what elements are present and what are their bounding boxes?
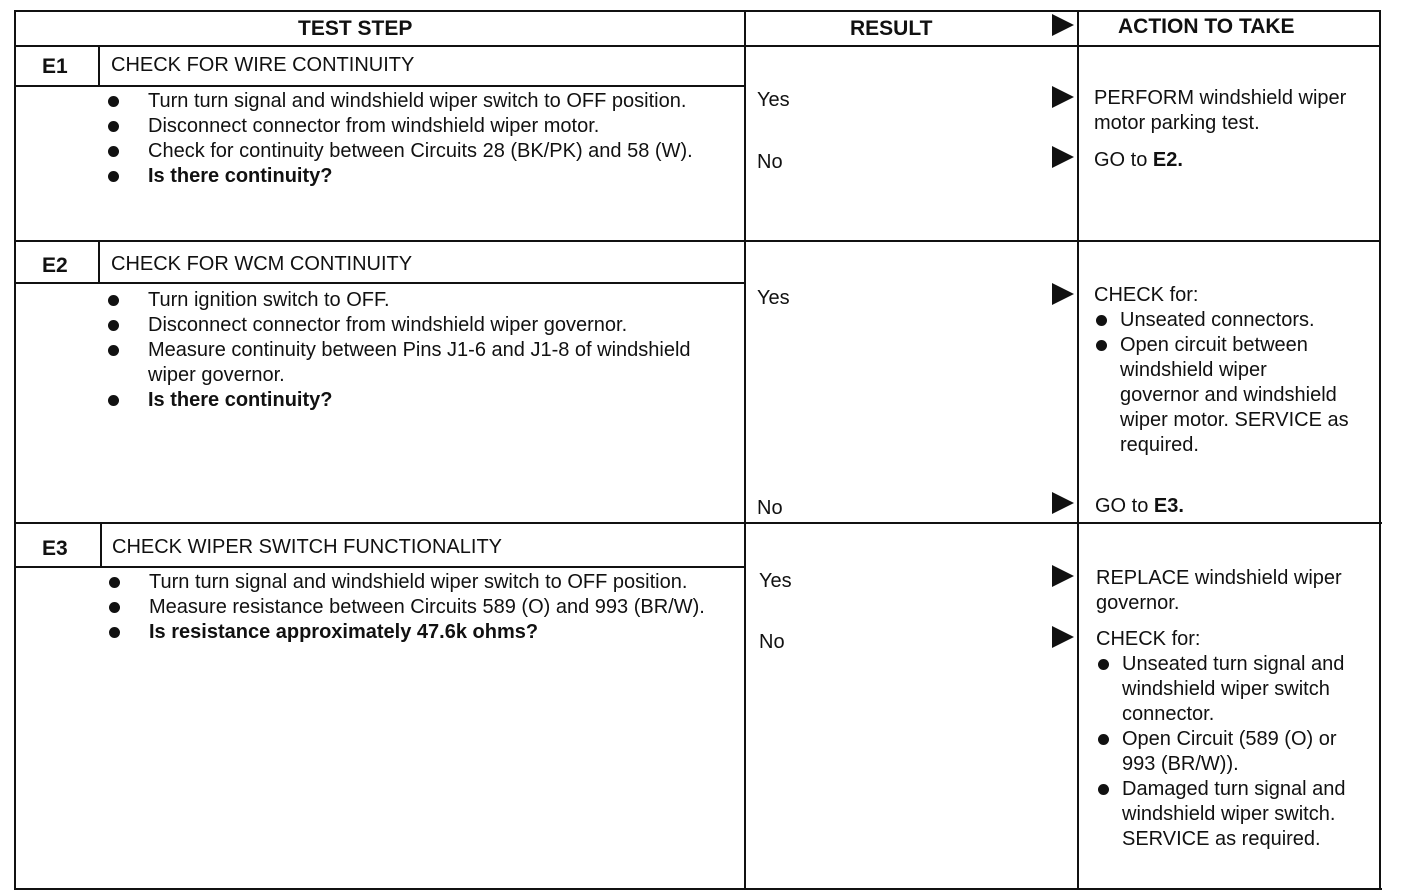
header-action: ACTION TO TAKE	[1118, 15, 1295, 38]
arrow-right-icon	[1052, 565, 1074, 587]
step-id: E3	[42, 537, 68, 560]
divider	[14, 10, 1380, 12]
step-title: CHECK FOR WCM CONTINUITY	[111, 253, 413, 275]
step-title: CHECK WIPER SWITCH FUNCTIONALITY	[112, 536, 503, 558]
result-no: No	[757, 151, 783, 173]
divider	[14, 85, 745, 87]
divider	[14, 10, 16, 890]
arrow-right-icon	[1052, 146, 1074, 168]
divider	[14, 522, 1382, 524]
divider	[14, 888, 1382, 890]
action-no: GO to E2.	[1094, 149, 1183, 171]
action-no: CHECK for: Unseated turn signal and windshield wiper switch connector. Open Circuit (589 (O) or 993 (BR/W)). Damaged turn signal and windshield wiper switch. SERVICE as required.	[1096, 627, 1376, 852]
action-yes: REPLACE windshield wiper governor.	[1096, 567, 1342, 614]
step-title: CHECK FOR WIRE CONTINUITY	[111, 54, 415, 76]
step-instructions	[108, 288, 698, 413]
divider	[14, 566, 745, 568]
result-yes: Yes	[757, 287, 790, 309]
instruction-item: Disconnect connector from windshield wiper governor.	[108, 313, 638, 338]
step-instructions	[108, 89, 708, 189]
divider	[100, 522, 102, 566]
action-yes: PERFORM windshield wiper motor parking test.	[1094, 87, 1347, 134]
divider	[14, 240, 1380, 242]
divider	[1077, 10, 1079, 890]
instruction-item: Turn turn signal and windshield wiper switch to OFF position.	[109, 570, 709, 595]
step-id: E1	[42, 55, 68, 78]
instruction-item: Disconnect connector from windshield wiper motor.	[108, 114, 708, 139]
result-yes: Yes	[759, 570, 792, 592]
result-yes: Yes	[757, 89, 790, 111]
arrow-right-icon	[1052, 86, 1074, 108]
header-test-step: TEST STEP	[298, 17, 413, 40]
question: Is there continuity?	[148, 165, 333, 187]
arrow-right-icon	[1052, 626, 1074, 648]
arrow-right-icon	[1052, 492, 1074, 514]
result-no: No	[757, 497, 783, 519]
divider	[14, 45, 1380, 47]
question: Is there continuity?	[148, 389, 333, 411]
instruction-item: Measure resistance between Circuits 589 (O) and 993 (BR/W).	[109, 595, 709, 620]
instruction-item: Measure continuity between Pins J1-6 and J1-8 of windshield wiper governor.	[108, 338, 698, 388]
instruction-item: Check for continuity between Circuits 28 (BK/PK) and 58 (W).	[108, 139, 698, 164]
step-id: E2	[42, 254, 68, 277]
action-yes: CHECK for: Unseated connectors. Open circuit between windshield wiper governor and windshield wiper motor. SERVICE as required.	[1094, 283, 1374, 458]
divider	[1379, 10, 1381, 890]
instruction-item: Turn ignition switch to OFF.	[108, 288, 698, 313]
step-instructions	[109, 570, 709, 645]
divider	[744, 10, 746, 890]
question: Is resistance approximately 47.6k ohms?	[149, 621, 539, 643]
arrow-right-icon	[1052, 283, 1074, 305]
instruction-item: Turn turn signal and windshield wiper switch to OFF position.	[108, 89, 708, 114]
action-no: GO to E3.	[1095, 495, 1184, 517]
divider	[14, 282, 745, 284]
arrow-right-icon	[1052, 14, 1074, 36]
divider	[98, 240, 100, 282]
result-no: No	[759, 631, 785, 653]
header-result: RESULT	[850, 17, 933, 40]
divider	[98, 45, 100, 85]
